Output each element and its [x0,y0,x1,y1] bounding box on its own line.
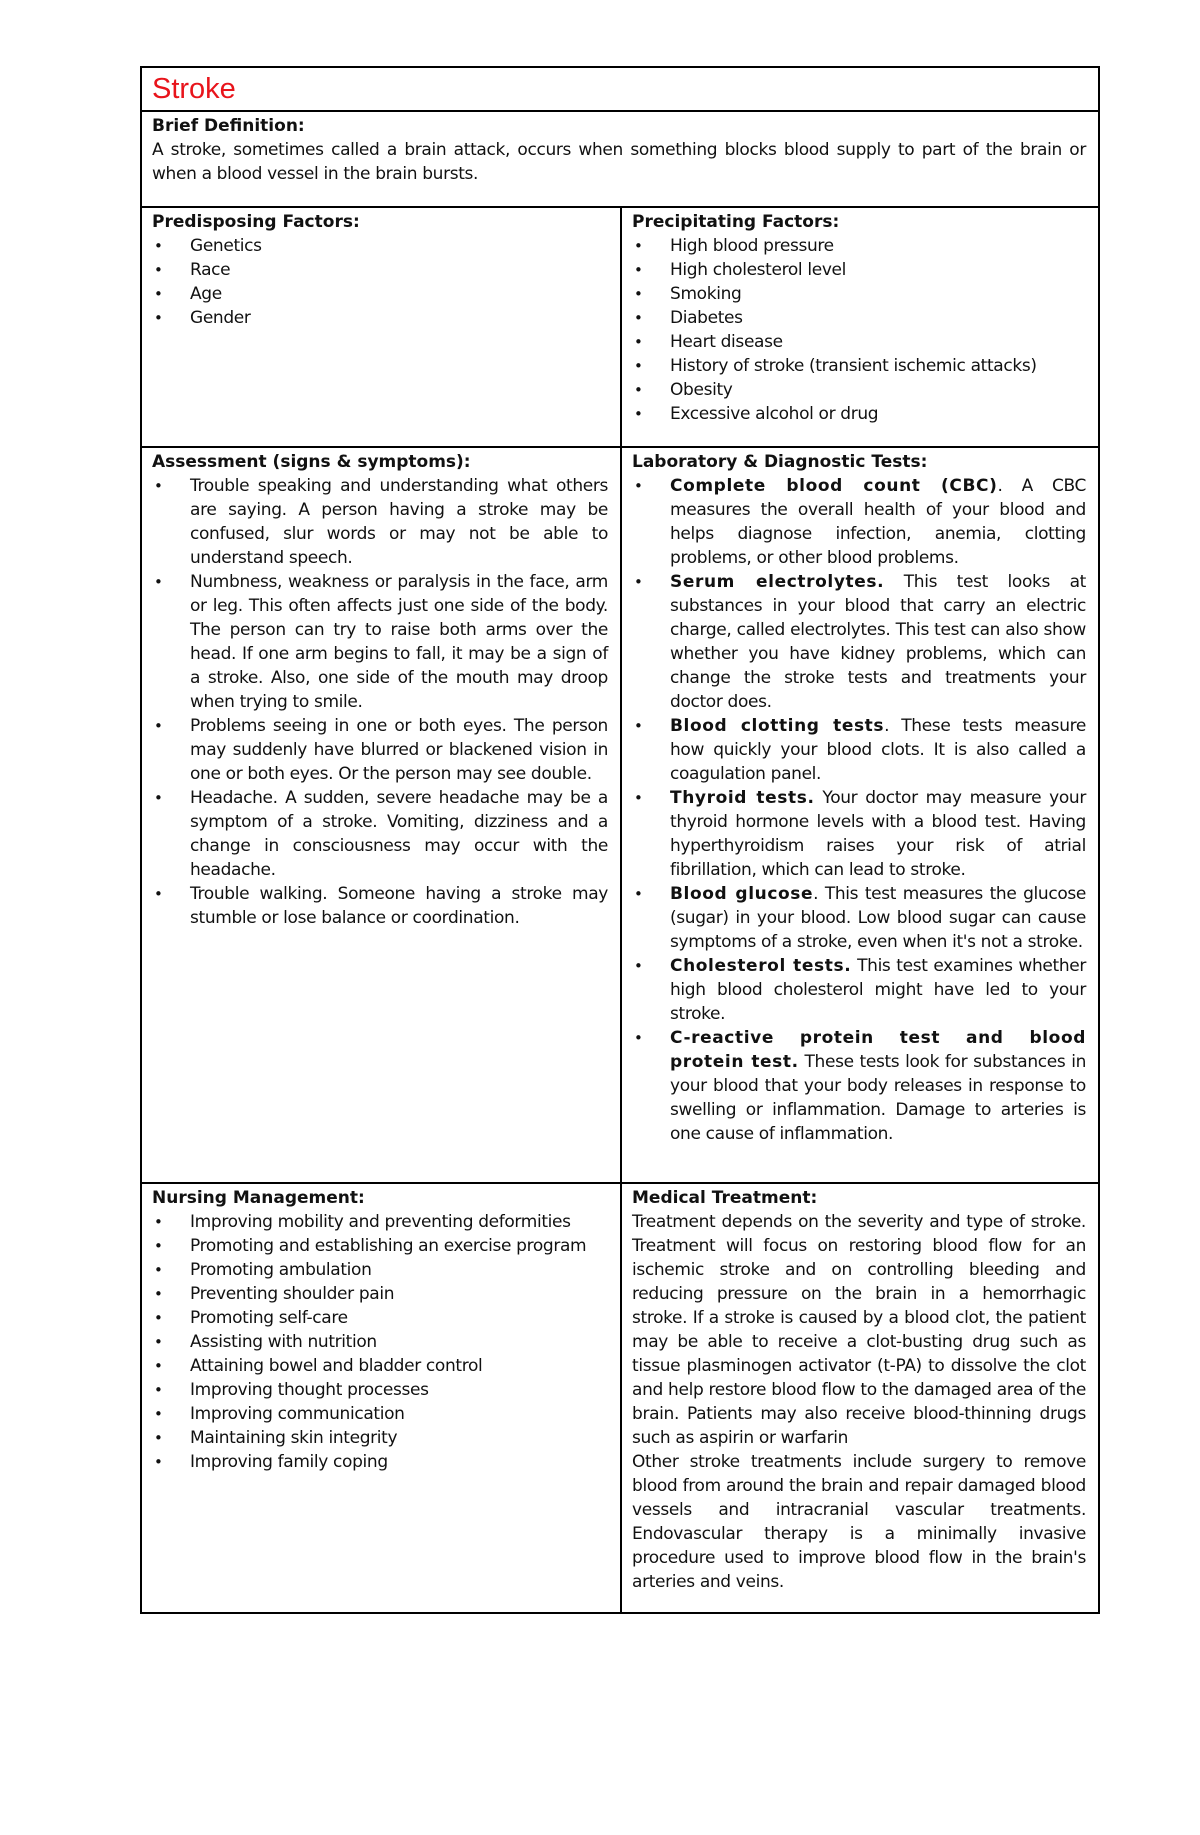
precipitating-factors-heading: Precipitating Factors: [632,212,840,232]
list-item-text: Improving family coping [190,1452,388,1472]
list-item-text: Promoting self-care [190,1308,348,1328]
list-item-text: Improving thought processes [190,1380,429,1400]
treatment-paragraph: Treatment depends on the severity and type of stroke. Treatment will focus on restoring blood flow for an ischemic stroke and on controlling bleeding and reducing pressure on the brain in a hemorrhagic stroke. If a stroke is caused by a blood clot, the patient may be able to receive a clot-busting drug such as tissue plasminogen activator (t-PA) to dissolve the clot and help restore blood flow to the damaged area of the brain. Patients may also receive blood-thinning drugs such as aspirin or warfarin [632,1212,1086,1448]
list-item-text: Assisting with nutrition [190,1332,377,1352]
list-item-text: Trouble walking. Someone having a stroke may stumble or lose balance or coordination. [190,884,608,928]
list-item-text: Heart disease [670,332,783,352]
brief-definition-text: A stroke, sometimes called a brain attack, occurs when something blocks blood supply to part of the brain or when a blood vessel in the brain bursts. [152,140,1086,184]
lab-tests-list [632,474,1086,1146]
list-item [632,282,1086,306]
bullet-icon: • [154,1333,163,1351]
title-cell [142,68,1098,110]
list-item-text: Headache. A sudden, severe headache may be a symptom of a stroke. Vomiting, dizziness and a change in consciousness may occur with the headache. [190,788,608,880]
bullet-icon: • [154,1381,163,1399]
bullet-icon: • [154,1429,163,1447]
bullet-icon: • [634,1029,643,1047]
lab-test-item [632,954,1086,1026]
bullet-icon: • [634,957,643,975]
predisposing-factors-list [152,234,608,330]
title-row [142,68,1098,110]
list-item [632,378,1086,402]
lab-test-name: C-reactive protein test and blood protein test. [670,1028,1086,1072]
bullet-icon: • [634,477,643,495]
list-item [152,306,608,330]
bullet-icon: • [634,717,643,735]
list-item [152,1426,608,1450]
assessment-heading: Assessment (signs & symptoms): [152,452,471,472]
lab-test-name: Serum electrolytes. [670,572,885,592]
page-title: Stroke [152,73,236,105]
management-treatment-row [142,1182,1098,1612]
lab-test-name: Blood clotting tests [670,716,885,736]
lab-test-item [632,1026,1086,1146]
bullet-icon: • [154,1357,163,1375]
bullet-icon: • [154,717,163,735]
bullet-icon: • [154,1237,163,1255]
bullet-icon: • [154,309,163,327]
bullet-icon: • [154,1453,163,1471]
predisposing-factors-heading: Predisposing Factors: [152,212,360,232]
brief-definition-cell [142,112,1098,206]
list-item-text: Diabetes [670,308,743,328]
stroke-care-table [140,66,1100,1614]
bullet-icon: • [154,885,163,903]
lab-test-name: Complete blood count (CBC) [670,476,998,496]
factors-row [142,206,1098,446]
lab-test-item [632,474,1086,570]
list-item [632,306,1086,330]
bullet-icon: • [154,1261,163,1279]
brief-definition-heading: Brief Definition: [152,116,305,136]
lab-test-description: . This test measures the glucose (sugar) in your blood. Low blood sugar can cause symptoms of a stroke, even when it's not a stroke. [670,884,1086,952]
list-item [152,714,608,786]
list-item [152,882,608,930]
list-item-text: Obesity [670,380,733,400]
bullet-icon: • [154,237,163,255]
list-item-text: High cholesterol level [670,260,847,280]
list-item [152,1330,608,1354]
bullet-icon: • [634,357,643,375]
precipitating-factors-cell [620,208,1098,446]
assessment-lab-row [142,446,1098,1182]
nursing-management-heading: Nursing Management: [152,1188,365,1208]
medical-treatment-cell [620,1184,1098,1612]
bullet-icon: • [154,1405,163,1423]
lab-test-description: Your doctor may measure your thyroid hormone levels with a blood test. Having hyperthyroidism raises your risk of atrial fibrillation, which can lead to stroke. [670,788,1086,880]
nursing-management-cell [142,1184,620,1612]
list-item [632,330,1086,354]
list-item [152,1282,608,1306]
list-item-text: High blood pressure [670,236,834,256]
bullet-icon: • [154,1285,163,1303]
list-item-text: Promoting ambulation [190,1260,372,1280]
nursing-management-list [152,1210,608,1474]
list-item [152,1450,608,1474]
assessment-cell [142,448,620,1182]
list-item [152,1258,608,1282]
bullet-icon: • [634,789,643,807]
lab-test-item [632,570,1086,714]
list-item-text: Preventing shoulder pain [190,1284,395,1304]
list-item [632,402,1086,426]
lab-test-name: Blood glucose [670,884,814,904]
list-item-text: Trouble speaking and understanding what others are saying. A person having a stroke may be confused, slur words or may not be able to understand speech. [190,476,608,568]
lab-tests-heading: Laboratory & Diagnostic Tests: [632,452,928,472]
list-item-text: Promoting and establishing an exercise program [190,1236,587,1256]
list-item-text: Attaining bowel and bladder control [190,1356,483,1376]
list-item [632,354,1086,378]
lab-test-name: Thyroid tests. [670,788,815,808]
treatment-paragraph: Other stroke treatments include surgery to remove blood from around the brain and repair damaged blood vessels and intracranial vascular treatments. Endovascular therapy is a minimally invasive procedure used to improve blood flow in the brain's arteries and veins. [632,1452,1086,1592]
bullet-icon: • [154,789,163,807]
bullet-icon: • [634,381,643,399]
lab-test-description: This test looks at substances in your blood that carry an electric charge, called electrolytes. This test can also show whether you have kidney problems, which can change the stroke tests and treatments your doctor does. [670,572,1086,712]
list-item-text: Maintaining skin integrity [190,1428,398,1448]
list-item-text: Excessive alcohol or drug [670,404,879,424]
bullet-icon: • [634,885,643,903]
list-item-text: Improving mobility and preventing deformities [190,1212,571,1232]
list-item [152,234,608,258]
bullet-icon: • [634,237,643,255]
bullet-icon: • [154,477,163,495]
list-item-text: History of stroke (transient ischemic attacks) [670,356,1037,376]
list-item-text: Numbness, weakness or paralysis in the face, arm or leg. This often affects just one side of the body. The person can try to raise both arms over the head. If one arm begins to fall, it may be a sign of a stroke. Also, one side of the mouth may droop when trying to smile. [190,572,608,712]
list-item [152,1378,608,1402]
brief-definition-row [142,110,1098,206]
lab-test-description: . A CBC measures the overall health of your blood and helps diagnose infection, anemia, clotting problems, or other blood problems. [670,476,1087,568]
bullet-icon: • [634,285,643,303]
bullet-icon: • [634,261,643,279]
bullet-icon: • [154,285,163,303]
lab-test-description: . These tests measure how quickly your blood clots. It is also called a coagulation panel. [670,716,1086,784]
medical-treatment-heading: Medical Treatment: [632,1188,818,1208]
list-item [152,1306,608,1330]
list-item-text: Age [190,284,222,304]
lab-test-item [632,786,1086,882]
lab-test-name: Cholesterol tests. [670,956,852,976]
list-item [632,258,1086,282]
list-item-text: Gender [190,308,251,328]
list-item-text: Problems seeing in one or both eyes. The person may suddenly have blurred or blackened vision in one or both eyes. Or the person may see double. [190,716,608,784]
list-item [152,1210,608,1234]
bullet-icon: • [154,1213,163,1231]
bullet-icon: • [634,405,643,423]
lab-test-item [632,714,1086,786]
medical-treatment-body [632,1210,1086,1594]
bullet-icon: • [154,261,163,279]
lab-test-description: This test examines whether high blood cholesterol might have led to your stroke. [670,956,1086,1024]
bullet-icon: • [154,573,163,591]
list-item [152,258,608,282]
lab-tests-cell [620,448,1098,1182]
list-item-text: Improving communication [190,1404,405,1424]
list-item [152,282,608,306]
bullet-icon: • [634,573,643,591]
bullet-icon: • [634,333,643,351]
list-item-text: Smoking [670,284,742,304]
list-item [152,786,608,882]
bullet-icon: • [634,309,643,327]
list-item [152,1402,608,1426]
list-item [152,1354,608,1378]
bullet-icon: • [154,1309,163,1327]
precipitating-factors-list [632,234,1086,426]
list-item-text: Race [190,260,231,280]
list-item [152,1234,608,1258]
assessment-list [152,474,608,930]
list-item [152,570,608,714]
list-item-text: Genetics [190,236,262,256]
list-item [632,234,1086,258]
lab-test-item [632,882,1086,954]
predisposing-factors-cell [142,208,620,446]
list-item [152,474,608,570]
lab-test-description: These tests look for substances in your blood that your body releases in response to swelling or inflammation. Damage to arteries is one cause of inflammation. [670,1052,1087,1144]
